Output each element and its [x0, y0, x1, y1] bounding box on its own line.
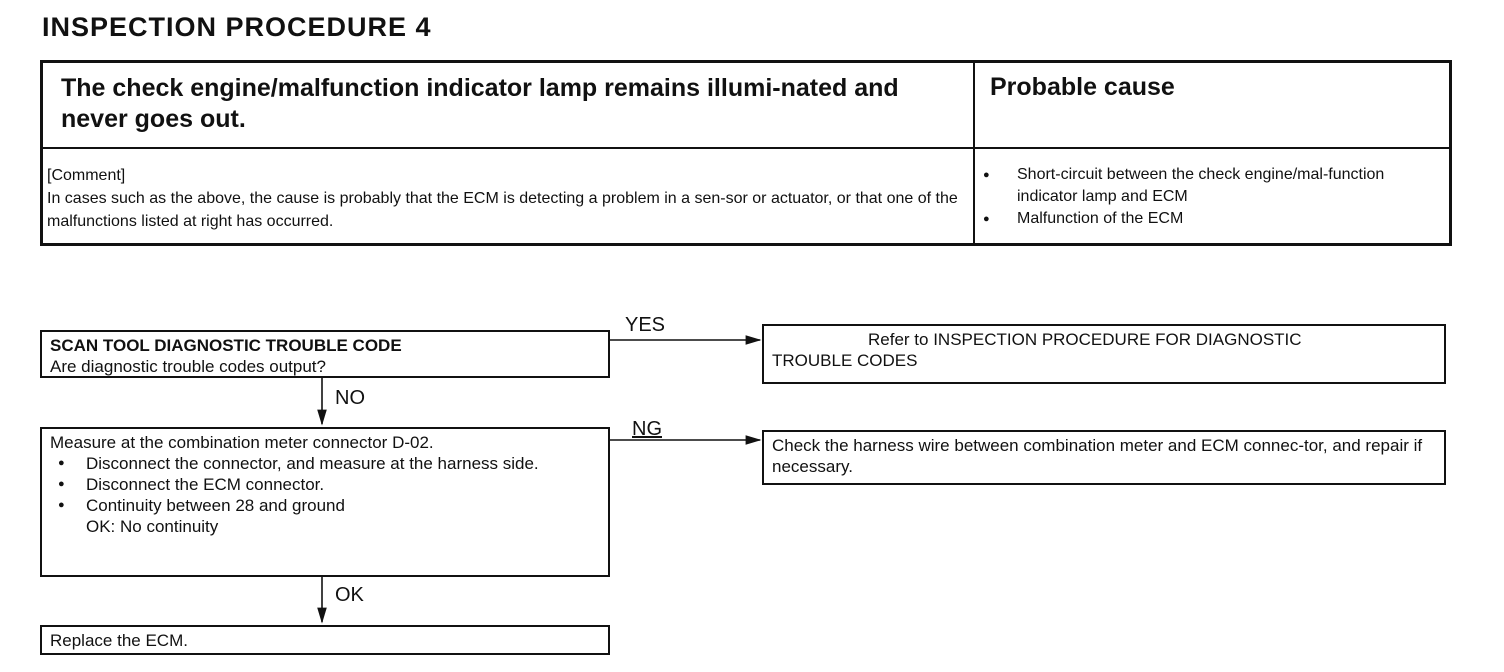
scan-step-title: SCAN TOOL DIAGNOSTIC TROUBLE CODE — [50, 336, 402, 355]
list-item: ● Short-circuit between the check engine/mal-function indicator lamp and ECM — [979, 164, 1449, 208]
refer-step-box — [762, 324, 1446, 384]
refer-line-1: Refer to INSPECTION PROCEDURE FOR DIAGNOSTIC — [868, 330, 1302, 349]
measure-step-title: Measure at the combination meter connector D-02. — [50, 433, 434, 452]
check-harness-step-box — [762, 430, 1446, 485]
yes-label: YES — [625, 314, 666, 336]
list-item: ● Malfunction of the ECM — [979, 208, 1449, 230]
list-item: ● Disconnect the ECM connector. — [50, 474, 600, 495]
page-title: INSPECTION PROCEDURE 4 — [42, 12, 432, 42]
comment-label: [Comment] — [47, 167, 126, 184]
comment-text: In cases such as the above, the cause is probably that the ECM is detecting a problem in a sen-sor or actuator, or that one of the malfunctions listed at right has occurred. — [47, 190, 958, 230]
check-harness-text: Check the harness wire between combination meter and ECM connec-tor, and repair if necessary. — [772, 436, 1423, 476]
replace-ecm-step-box — [40, 625, 610, 655]
refer-line-2: TROUBLE CODES — [772, 351, 918, 370]
scan-tool-step-box — [40, 330, 610, 378]
measure-step-box — [40, 427, 610, 577]
ok-criteria: OK: No continuity — [86, 517, 219, 536]
list-item: ● Disconnect the connector, and measure at the harness side. — [50, 453, 600, 474]
probable-cause-title: Probable cause — [990, 73, 1175, 101]
symptom-text: The check engine/malfunction indicator lamp remains illumi-nated and never goes out. — [61, 74, 899, 133]
ng-label: NG — [632, 418, 662, 440]
replace-ecm-text: Replace the ECM. — [50, 631, 188, 650]
measure-step-list — [50, 453, 600, 516]
no-label: NO — [335, 387, 365, 409]
list-item: ● Continuity between 28 and ground — [50, 495, 600, 516]
scan-step-question: Are diagnostic trouble codes output? — [50, 357, 326, 376]
ok-label: OK — [335, 584, 364, 606]
